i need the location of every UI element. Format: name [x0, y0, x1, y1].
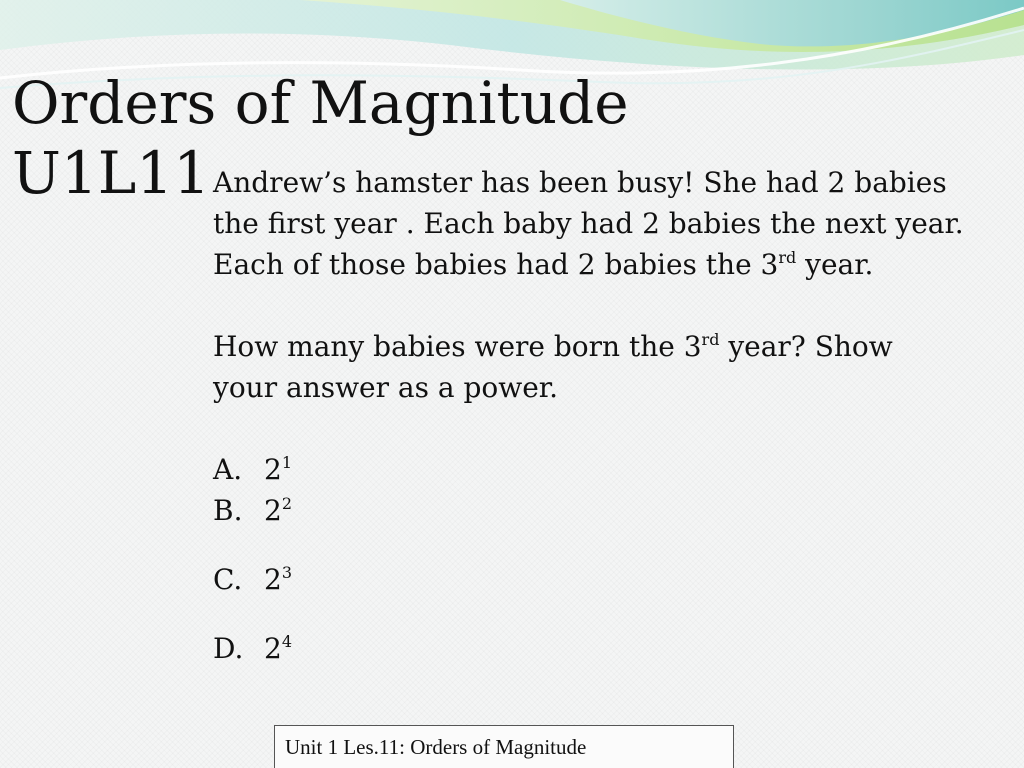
choice-base: 2	[264, 563, 282, 596]
choice-base: 2	[264, 453, 282, 486]
problem-line-3-end: year.	[796, 248, 874, 281]
choice-exponent: 3	[281, 563, 293, 582]
choice-c[interactable]	[213, 559, 292, 600]
choice-a[interactable]	[213, 449, 292, 490]
question-line-1-text: How many babies were born the 3	[213, 330, 702, 363]
choice-letter: B.	[213, 494, 243, 527]
choice-base: 2	[264, 632, 282, 665]
choice-letter: A.	[213, 453, 243, 486]
slide-title-line1: Orders of Magnitude	[12, 69, 629, 137]
choice-exponent: 4	[281, 632, 293, 651]
slide-title-line2: U1L11	[12, 139, 211, 207]
choice-exponent: 1	[281, 453, 293, 472]
question-line-1-end: year? Show	[719, 330, 893, 363]
choice-letter: D.	[213, 632, 244, 665]
question-line-2: your answer as a power.	[213, 371, 558, 404]
choice-base: 2	[264, 494, 282, 527]
ordinal-suffix: rd	[701, 330, 720, 349]
slide-footer: Unit 1 Les.11: Orders of Magnitude	[274, 725, 734, 768]
answer-choices	[213, 162, 1003, 682]
choice-d[interactable]	[213, 628, 292, 669]
problem-line-3-text: Each of those babies had 2 babies the 3	[213, 248, 779, 281]
choice-letter: C.	[213, 563, 243, 596]
choice-exponent: 2	[281, 494, 293, 513]
choice-b[interactable]	[213, 490, 292, 531]
problem-line-1: Andrew’s hamster has been busy! She had 2 babies	[213, 166, 947, 199]
ordinal-suffix: rd	[778, 248, 797, 267]
problem-line-2: the first year . Each baby had 2 babies the next year.	[213, 207, 964, 240]
